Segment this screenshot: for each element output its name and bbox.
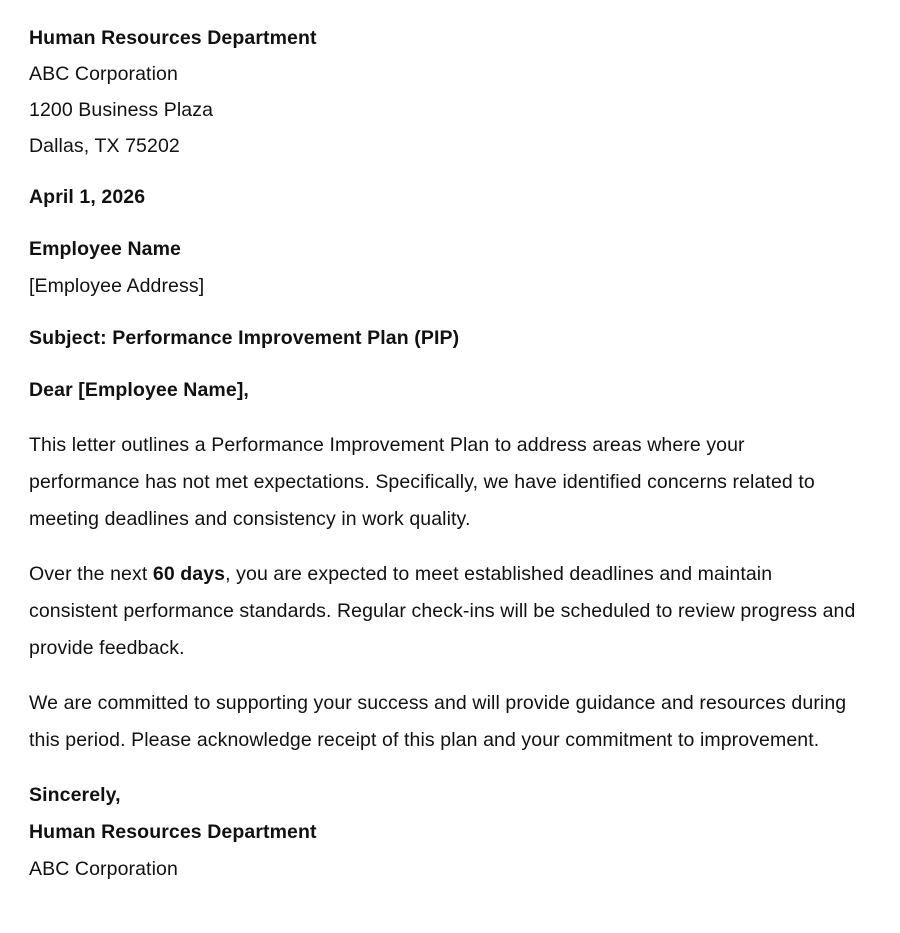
letter-date: April 1, 2026 (29, 186, 146, 208)
recipient-address: [Employee Address] (29, 275, 205, 297)
body-paragraph-1: This letter outlines a Performance Improvement Plan to address areas where your performance has not met expectations. Specifically, we have identified concerns related to meeting deadlines and consistency in work quality. (29, 434, 815, 530)
body-paragraph-2-text-before-bold: Over the next (29, 563, 153, 585)
recipient-name: Employee Name (29, 238, 181, 260)
recipient-address-block (29, 231, 858, 305)
sender-company: ABC Corporation (29, 63, 178, 85)
closing-signature-block (29, 777, 858, 888)
subject-block (29, 320, 858, 357)
body-paragraph-1-block (29, 427, 858, 538)
sender-city-state-zip: Dallas, TX 75202 (29, 135, 180, 157)
body-paragraph-2-bold-duration: 60 days (152, 563, 226, 585)
letter-date-block (29, 179, 858, 216)
salutation-block (29, 372, 858, 409)
sender-department: Human Resources Department (29, 27, 317, 49)
body-paragraph-2-text-after-bold: , you are expected to meet established deadlines and maintain consistent performance standards. Regular check-ins will be scheduled to review progress and provide feedback. (29, 563, 856, 659)
closing-valediction: Sincerely, (29, 784, 121, 806)
subject-line: Subject: Performance Improvement Plan (PIP) (29, 327, 460, 349)
salutation: Dear [Employee Name], (29, 379, 249, 401)
sender-street: 1200 Business Plaza (29, 99, 214, 121)
sender-address-block (29, 20, 858, 164)
closing-company: ABC Corporation (29, 858, 178, 880)
closing-department: Human Resources Department (29, 821, 317, 843)
body-paragraph-2-block (29, 556, 858, 667)
body-paragraph-3: We are committed to supporting your success and will provide guidance and resources during this period. Please acknowledge receipt of this plan and your commitment to improvement. (29, 692, 847, 751)
body-paragraph-2 (29, 556, 858, 667)
body-paragraph-3-block (29, 685, 858, 759)
